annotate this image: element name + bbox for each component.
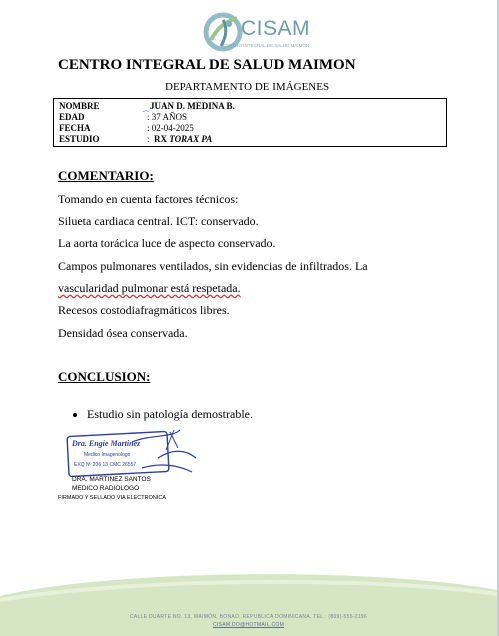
- study-prefix: :: [147, 134, 150, 144]
- signature-stamp: [62, 428, 202, 478]
- logo-tagline: CENTRO INTEGRAL DE SALUD MAIMON: [223, 43, 310, 48]
- study-label: ESTUDIO: [59, 134, 100, 144]
- footer-address: CALLE DUARTE NO. 13, MAIMÓN, BONAO, REPUBLICA DOMINICANA, TEL.: (809)-555-2196: [129, 614, 368, 620]
- stamp-graphic: [62, 428, 202, 478]
- logo-emblem-icon: [203, 10, 243, 56]
- signature-note: FIRMADO Y SELLADO VIA ELECTRONICA: [58, 495, 166, 501]
- stamp-exq: EXQ Nº 206 13 CMC 26557: [74, 462, 137, 468]
- date-label: FECHA: [59, 123, 91, 133]
- footer-email[interactable]: CISAM.DO@HOTMAIL.COM: [212, 622, 285, 628]
- comment-line: Silueta cardiaca central. ICT: conservado.: [58, 214, 259, 228]
- department-name: DEPARTAMENTO DE IMÁGENES: [165, 81, 330, 93]
- study-type: RX: [154, 134, 168, 144]
- stamp-name: Dra. Engie Martinez: [72, 439, 141, 448]
- age-value: : 37 AÑOS: [147, 112, 188, 122]
- doctor-name: DRA. MARTINEZ SANTOS: [72, 476, 151, 483]
- date-value: : 02-04-2025: [147, 123, 194, 133]
- page-title: CENTRO INTEGRAL DE SALUD MAIMON: [58, 57, 356, 73]
- comment-line: Densidad ósea conservada.: [58, 326, 188, 340]
- conclusion-heading: CONCLUSION:: [58, 369, 151, 384]
- name-value: JUAN D. MEDINA B.: [150, 101, 235, 111]
- stamp-role: Medico Imagenologo: [84, 452, 131, 458]
- patient-info-box: [53, 98, 447, 147]
- doctor-title: MEDICO RADIOLOGO: [72, 485, 140, 492]
- anchor-marker-icon: ⁔: [143, 104, 149, 112]
- logo-brand-text: CISAM: [241, 17, 311, 40]
- comment-heading: COMENTARIO:: [58, 168, 154, 183]
- study-view: TORAX PA: [169, 134, 213, 144]
- comment-line: Campos pulmonares ventilados, sin evidencias de infiltrados. La: [58, 259, 368, 273]
- comment-line: La aorta torácica luce de aspecto conservado.: [58, 236, 276, 250]
- comment-line: Recesos costodiafragmáticos libres.: [58, 303, 230, 317]
- cisam-logo: [203, 10, 313, 56]
- study-value: [147, 134, 212, 145]
- comment-line: Tomando en cuenta factores técnicos:: [58, 192, 239, 206]
- comment-line: vascularidad pulmonar está respetada.: [58, 281, 241, 295]
- bullet-icon: [73, 413, 77, 417]
- conclusion-item: Estudio sin patología demostrable.: [87, 407, 253, 421]
- age-label: EDAD: [59, 112, 85, 122]
- name-label: NOMBRE: [59, 101, 100, 111]
